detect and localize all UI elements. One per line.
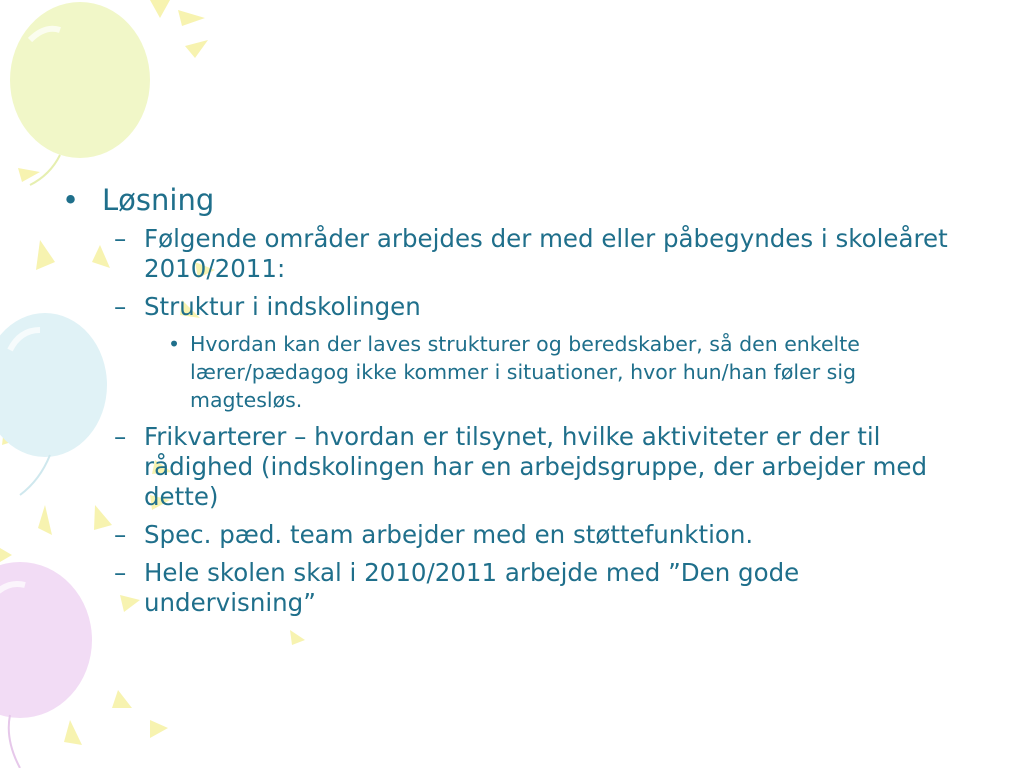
list-item: [114, 422, 962, 512]
dash-icon: –: [114, 422, 127, 451]
list-item: [114, 520, 962, 550]
bullet-icon: •: [62, 183, 80, 217]
dash-icon: –: [114, 224, 127, 253]
list-item: [114, 292, 962, 322]
bullet-icon: •: [168, 332, 181, 356]
list-item-text: Struktur i indskolingen: [144, 292, 421, 321]
sub-list-item: [168, 330, 962, 414]
list-item: [114, 558, 962, 618]
list-item-text: Frikvarterer – hvordan er tilsynet, hvilke aktiviteter er der til rådighed (indskolingen har en arbejdsgruppe, der arbejder med dette): [144, 422, 928, 511]
dash-icon: –: [114, 520, 127, 549]
list-item: [114, 224, 962, 284]
dash-icon: –: [114, 558, 127, 587]
sub-list-item-text: Hvordan kan der laves strukturer og beredskaber, så den enkelte lærer/pædagog ikke kommer i situationer, hvor hun/han føler sig magtesløs.: [190, 332, 860, 412]
dash-icon: –: [114, 292, 127, 321]
slide-body: [62, 182, 962, 626]
balloon-green: [10, 2, 150, 185]
list-item-text: Hele skolen skal i 2010/2011 arbejde med ”Den gode undervisning”: [144, 558, 800, 617]
heading-bullet-item: [62, 182, 962, 218]
heading-text: Løsning: [102, 183, 215, 217]
list-item-text: Spec. pæd. team arbejder med en støttefunktion.: [144, 520, 754, 549]
list-item-text: Følgende områder arbejdes der med eller påbegyndes i skoleåret 2010/2011:: [144, 224, 948, 283]
